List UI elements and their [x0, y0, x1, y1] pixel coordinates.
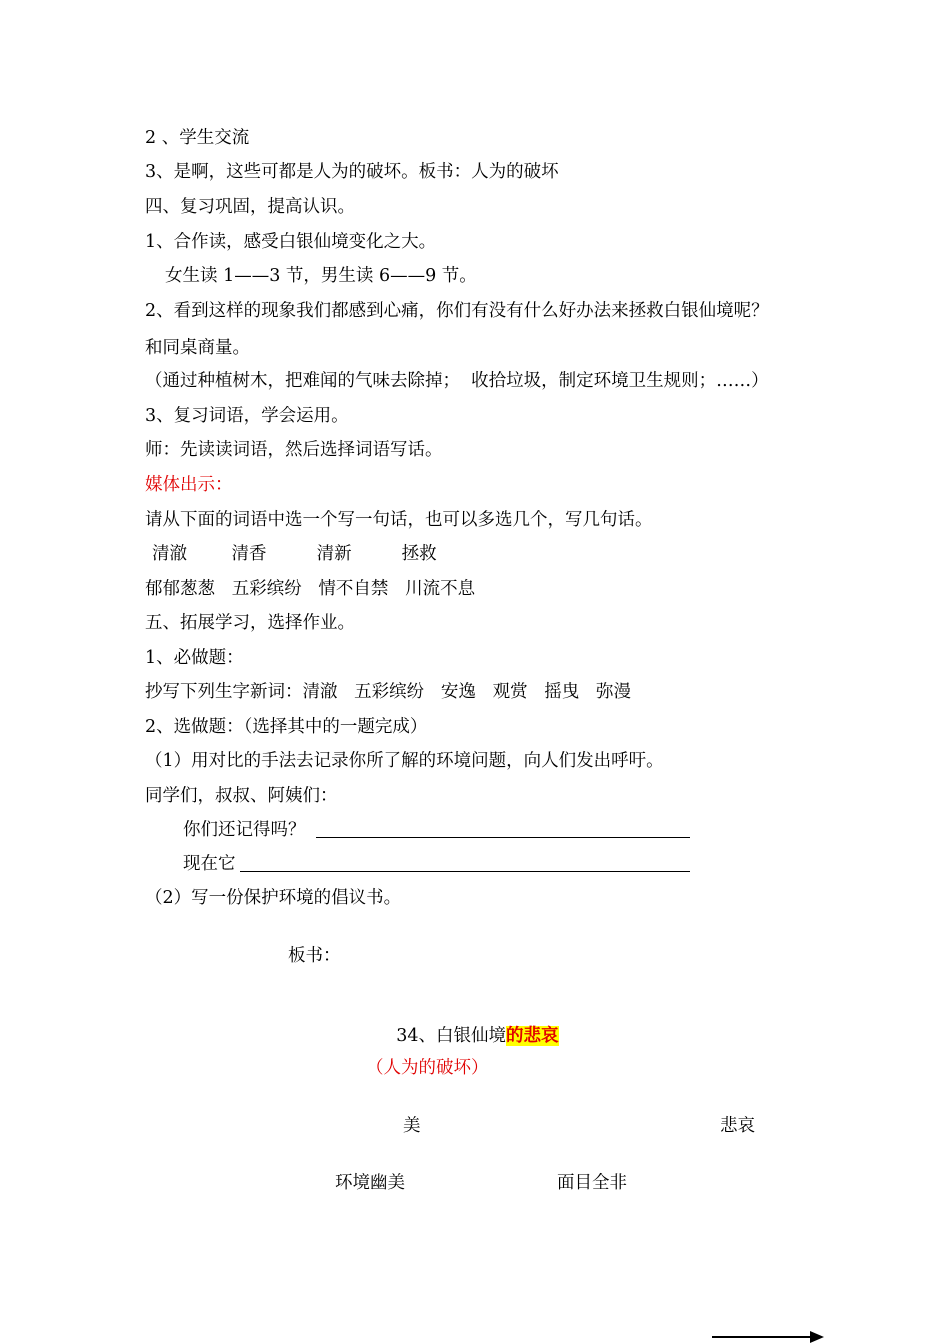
fill-blank-line [240, 871, 690, 872]
text-line: 3、复习词语，学会运用。 [145, 406, 349, 426]
text-line: 2、看到这样的现象我们都感到心痛，你们有没有什么好办法来拯救白银仙境呢？ [145, 301, 769, 321]
text-line: 抄写下列生字新词：清澈 五彩缤纷 安逸 观赏 摇曳 弥漫 [145, 682, 631, 702]
section-heading: 五、拓展学习，选择作业。 [145, 613, 355, 633]
text-line: （2）写一份保护环境的倡议书。 [145, 888, 402, 908]
word-list: 郁郁葱葱 五彩缤纷 情不自禁 川流不息 [145, 579, 476, 599]
board-right-heading: 悲哀 [720, 1116, 755, 1136]
board-left-item: 环境幽美 [335, 1173, 405, 1193]
text-line: 2、选做题：（选择其中的一题完成） [145, 717, 428, 737]
text-line: 和同桌商量。 [145, 338, 250, 358]
text-line: （1）用对比的手法去记录你所了解的环境问题，向人们发出呼吁。 [145, 751, 664, 771]
board-right-item: 面目全非 [557, 1173, 627, 1193]
text-line: 同学们，叔叔、阿姨们： [145, 786, 338, 806]
text-line: 请从下面的词语中选一个写一句话，也可以多选几个，写几句话。 [145, 510, 653, 530]
text-line: 师：先读读词语，然后选择词语写话。 [145, 440, 443, 460]
word-list: 清澈 清香 清新 拯救 [152, 544, 437, 564]
text-line: 1、必做题： [145, 648, 244, 668]
board-left-heading: 美 [403, 1116, 421, 1136]
arrow-line [712, 1336, 812, 1338]
text-line: 女生读 1——3 节，男生读 6——9 节。 [165, 266, 477, 286]
board-title-highlight: 的悲哀 [506, 1026, 559, 1046]
text-line: （通过种植树木，把难闻的气味去除掉； 收拾垃圾，制定环境卫生规则；……） [145, 371, 769, 391]
board-title-prefix: 34、白银仙境 [396, 1026, 507, 1046]
fill-prompt: 你们还记得吗？ [183, 820, 306, 840]
section-heading: 四、复习巩固，提高认识。 [145, 197, 355, 217]
media-label: 媒体出示： [145, 475, 233, 495]
board-label: 板书： [288, 946, 341, 966]
text-line: 2 、学生交流 [145, 128, 250, 148]
arrow-right-icon [810, 1331, 824, 1343]
board-subtitle: （人为的破坏） [366, 1058, 489, 1078]
fill-prompt: 现在它 [183, 854, 236, 874]
text-line: 1、合作读，感受白银仙境变化之大。 [145, 232, 437, 252]
text-line: 3、是啊，这些可都是人为的破坏。板书：人为的破坏 [145, 162, 559, 182]
fill-blank-line [316, 837, 690, 838]
